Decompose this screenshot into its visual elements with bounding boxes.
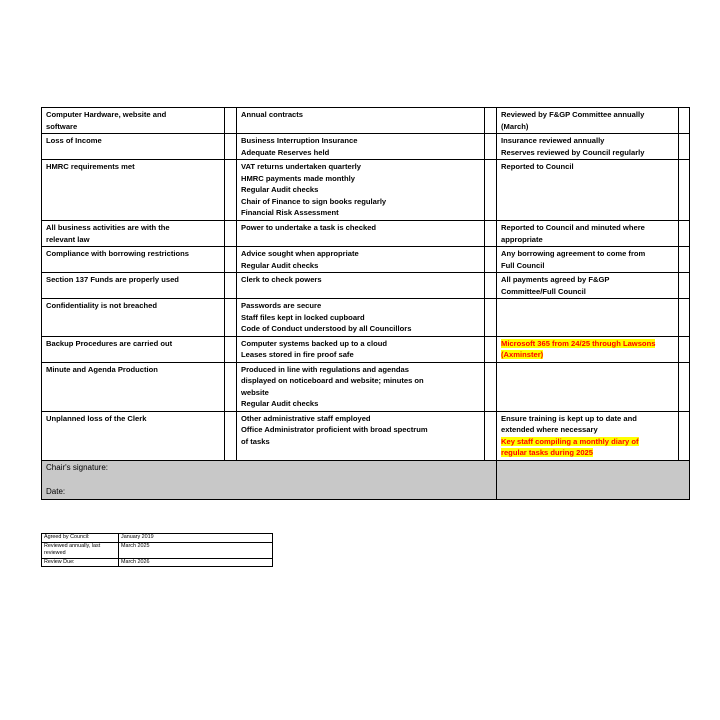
control-measures-cell: [237, 411, 485, 460]
review-line: extended where necessary: [501, 425, 598, 434]
control-measure-line: Code of Conduct understood by all Councillors: [241, 324, 412, 333]
control-measure-line: HMRC payments made monthly: [241, 173, 355, 183]
table-row: [42, 160, 690, 221]
spacer-cell: [225, 160, 237, 221]
table-row: [42, 134, 690, 160]
review-table-body: [42, 534, 273, 567]
spacer-cell: [225, 299, 237, 337]
spacer-cell: [225, 411, 237, 460]
signature-cell: [42, 460, 497, 499]
control-measure-line: Office Administrator proficient with broad spectrum: [241, 425, 428, 434]
review-update-line: [501, 338, 674, 350]
review-line: Any borrowing agreement to come from: [501, 249, 646, 258]
control-measure-line: displayed on noticeboard and website; minutes on: [241, 376, 424, 385]
control-measures-cell: [237, 221, 485, 247]
control-measures-cell: [237, 160, 485, 221]
control-measure-line: Advice sought when appropriate: [241, 249, 359, 258]
review-label-cell: Reviewed annually, last reviewed: [42, 542, 119, 558]
document-review-table: [41, 533, 273, 567]
table-row: [42, 221, 690, 247]
review-update-line-highlight: Key staff compiling a monthly diary of: [501, 436, 639, 446]
spacer-cell: [225, 336, 237, 362]
risk-subject-cell: [42, 273, 225, 299]
table-row: [42, 362, 690, 411]
review-cell: [497, 336, 679, 362]
control-measure-line: Regular Audit checks: [241, 399, 319, 408]
control-measure-line: Passwords are secure: [241, 301, 322, 310]
control-measures-cell: [237, 273, 485, 299]
control-measure-line: VAT returns undertaken quarterly: [241, 162, 361, 171]
review-line: (March): [501, 121, 529, 131]
review-line: Insurance reviewed annually: [501, 136, 605, 145]
control-measure-line: Staff files kept in locked cupboard: [241, 312, 365, 322]
review-line: Reported to Council and minuted where: [501, 223, 645, 232]
risk-subject-line: Confidentiality is not breached: [46, 301, 157, 310]
review-cell: [497, 108, 679, 134]
review-cell: [497, 160, 679, 221]
review-value-cell: March 2025: [119, 542, 273, 558]
risk-subject-line: Section 137 Funds are properly used: [46, 275, 179, 284]
review-line: Committee/Full Council: [501, 286, 586, 296]
review-line: Reported to Council: [501, 162, 574, 171]
spacer-cell: [485, 299, 497, 337]
spacer-cell: [679, 108, 690, 134]
spacer-cell: [485, 411, 497, 460]
spacer-cell: [225, 221, 237, 247]
review-update-line-highlight: (Axminster): [501, 350, 544, 359]
control-measures-cell: [237, 108, 485, 134]
risk-subject-line: software: [46, 121, 78, 131]
risk-subject-line: Computer Hardware, website and: [46, 110, 167, 119]
table-row: [42, 542, 273, 558]
control-measure-line: Leases stored in fire proof safe: [241, 350, 354, 359]
risk-subject-cell: [42, 134, 225, 160]
review-cell: [497, 134, 679, 160]
risk-subject-cell: [42, 411, 225, 460]
control-measure-line: Computer systems backed up to a cloud: [241, 338, 388, 348]
review-label-cell: Agreed by Council:: [42, 534, 119, 543]
spacer-cell: [679, 134, 690, 160]
spacer-cell: [679, 336, 690, 362]
review-update-line: [501, 349, 674, 361]
table-row: [42, 534, 273, 543]
review-cell: [497, 247, 679, 273]
spacer-cell: [485, 108, 497, 134]
review-cell: [497, 299, 679, 337]
review-line: appropriate: [501, 234, 543, 244]
review-cell: [497, 221, 679, 247]
control-measure-line: Business Interruption Insurance: [241, 136, 358, 145]
risk-subject-line: Backup Procedures are carried out: [46, 338, 173, 348]
risk-subject-line: Unplanned loss of the Clerk: [46, 413, 147, 423]
spacer-cell: [679, 247, 690, 273]
table-row: [42, 247, 690, 273]
spacer-cell: [485, 221, 497, 247]
risk-subject-cell: [42, 247, 225, 273]
control-measures-cell: [237, 299, 485, 337]
review-value-cell: January 2019: [119, 534, 273, 543]
spacer-cell: [485, 247, 497, 273]
review-line: All payments agreed by F&GP: [501, 275, 610, 284]
table-row: [42, 336, 690, 362]
spacer-cell: [225, 362, 237, 411]
control-measure-line: Regular Audit checks: [241, 260, 319, 270]
control-measures-cell: [237, 247, 485, 273]
risk-subject-line: All business activities are with the: [46, 223, 170, 232]
review-cell: [497, 362, 679, 411]
risk-subject-cell: [42, 160, 225, 221]
risk-subject-line: relevant law: [46, 234, 90, 244]
risk-subject-cell: [42, 108, 225, 134]
control-measure-line: Annual contracts: [241, 110, 304, 119]
review-line: Full Council: [501, 260, 545, 270]
table-row: [42, 299, 690, 337]
review-cell: [497, 273, 679, 299]
table-row: [42, 108, 690, 134]
spacer-cell: [485, 134, 497, 160]
risk-assessment-table: [41, 107, 690, 500]
spacer-cell: [679, 299, 690, 337]
review-value-cell: March 2026: [119, 558, 273, 567]
review-cell: [497, 411, 679, 460]
risk-subject-cell: [42, 299, 225, 337]
spacer-cell: [225, 134, 237, 160]
table-row: [42, 558, 273, 567]
signature-row: [42, 460, 690, 499]
table-row: [42, 411, 690, 460]
spacer-cell: [679, 273, 690, 299]
chair-signature-label: Chair's signature:: [46, 462, 108, 472]
control-measure-line: Clerk to check powers: [241, 275, 322, 284]
control-measure-line: website: [241, 387, 269, 397]
review-update-line: [501, 447, 674, 459]
review-line: Reviewed by F&GP Committee annually: [501, 110, 645, 119]
spacer-cell: [485, 160, 497, 221]
spacer-cell: [485, 362, 497, 411]
control-measure-line: Power to undertake a task is checked: [241, 223, 377, 232]
control-measures-cell: [237, 336, 485, 362]
control-measure-line: Produced in line with regulations and agendas: [241, 364, 409, 374]
spacer-cell: [679, 411, 690, 460]
risk-subject-line: Minute and Agenda Production: [46, 364, 158, 374]
control-measure-line: Other administrative staff employed: [241, 413, 371, 423]
spacer-cell: [679, 221, 690, 247]
risk-subject-line: Loss of Income: [46, 136, 102, 145]
review-label-cell: Review Due:: [42, 558, 119, 567]
control-measure-line: Financial Risk Assessment: [241, 208, 339, 217]
review-update-line-highlight: regular tasks during 2025: [501, 448, 594, 457]
spacer-cell: [225, 247, 237, 273]
date-label: Date:: [46, 487, 66, 496]
table-row: [42, 273, 690, 299]
review-update-line-highlight: Microsoft 365 from 24/25 through Lawsons: [501, 338, 656, 348]
risk-subject-cell: [42, 362, 225, 411]
control-measures-cell: [237, 134, 485, 160]
control-measures-cell: [237, 362, 485, 411]
spacer-cell: [225, 273, 237, 299]
spacer-cell: [679, 362, 690, 411]
control-measure-line: Regular Audit checks: [241, 185, 319, 194]
spacer-cell: [679, 160, 690, 221]
control-measure-line: of tasks: [241, 436, 270, 446]
risk-table-body: [42, 108, 690, 500]
risk-subject-line: Compliance with borrowing restrictions: [46, 249, 190, 258]
risk-subject-cell: [42, 336, 225, 362]
risk-subject-line: HMRC requirements met: [46, 162, 135, 171]
review-line: Reserves reviewed by Council regularly: [501, 147, 645, 157]
spacer-cell: [225, 108, 237, 134]
spacer-cell: [485, 273, 497, 299]
control-measure-line: Adequate Reserves held: [241, 147, 330, 157]
review-update-line: [501, 436, 674, 448]
review-line: Ensure training is kept up to date and: [501, 413, 637, 423]
risk-subject-cell: [42, 221, 225, 247]
spacer-cell: [485, 336, 497, 362]
control-measure-line: Chair of Finance to sign books regularly: [241, 196, 387, 206]
signature-blank-cell: [497, 460, 690, 499]
